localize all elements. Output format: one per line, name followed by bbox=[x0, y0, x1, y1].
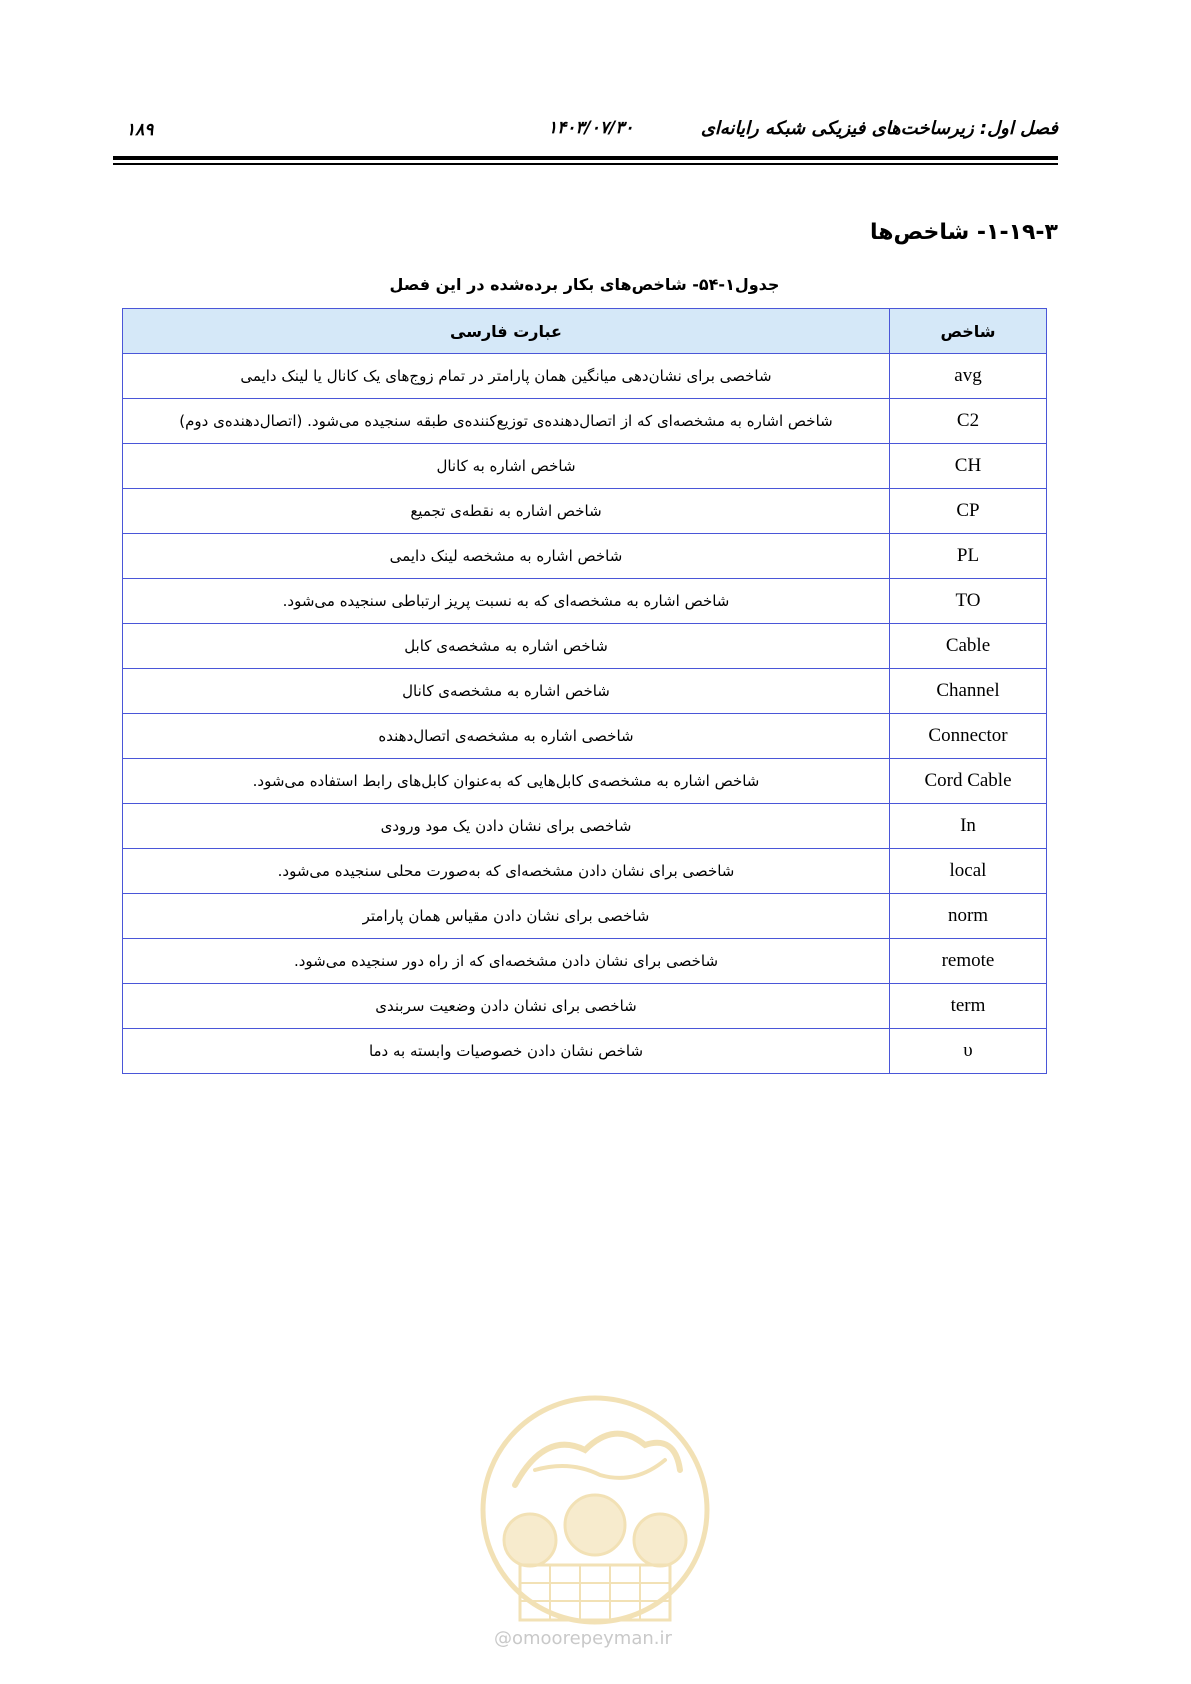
header-rule-thin bbox=[113, 163, 1058, 165]
row-code: υ bbox=[890, 1029, 1047, 1074]
page-header bbox=[118, 118, 1058, 148]
table-row bbox=[123, 534, 1047, 579]
header-date: ۱۴۰۳/۰۷/۳۰ bbox=[548, 118, 634, 138]
row-description: شاخص اشاره به مشخصه‌ای که از اتصال‌دهنده‌ی توزیع‌کننده‌ی طبقه سنجیده می‌شود. (اتصال‌دهنده‌ی دوم) bbox=[123, 399, 890, 444]
row-code: Connector bbox=[890, 714, 1047, 759]
index-table bbox=[122, 308, 1047, 1074]
row-description: شاخص اشاره به کانال bbox=[123, 444, 890, 489]
page-number: ۱۸۹ bbox=[126, 120, 154, 140]
row-code: remote bbox=[890, 939, 1047, 984]
row-code: CP bbox=[890, 489, 1047, 534]
row-code: CH bbox=[890, 444, 1047, 489]
table-caption: جدول۱-۵۴- شاخص‌های بکار برده‌شده در این فصل bbox=[389, 275, 780, 294]
table-row bbox=[123, 849, 1047, 894]
table-row bbox=[123, 714, 1047, 759]
table-row bbox=[123, 939, 1047, 984]
row-description: شاخصی برای نشان دادن وضعیت سربندی bbox=[123, 984, 890, 1029]
row-description: شاخص اشاره به مشخصه‌ی کابل bbox=[123, 624, 890, 669]
table-row bbox=[123, 444, 1047, 489]
table-row bbox=[123, 1029, 1047, 1074]
table-row bbox=[123, 579, 1047, 624]
row-code: PL bbox=[890, 534, 1047, 579]
table-header-row bbox=[123, 309, 1047, 354]
row-description: شاخص اشاره به نقطه‌ی تجمیع bbox=[123, 489, 890, 534]
row-description: شاخصی برای نشان دادن یک مود ورودی bbox=[123, 804, 890, 849]
table-row bbox=[123, 354, 1047, 399]
row-code: TO bbox=[890, 579, 1047, 624]
row-description: شاخصی برای نشان دادن مقیاس همان پارامتر bbox=[123, 894, 890, 939]
row-code: norm bbox=[890, 894, 1047, 939]
row-description: شاخصی برای نشان دادن مشخصه‌ای که به‌صورت محلی سنجیده می‌شود. bbox=[123, 849, 890, 894]
table-row bbox=[123, 624, 1047, 669]
table-row bbox=[123, 804, 1047, 849]
row-code: term bbox=[890, 984, 1047, 1029]
table-row bbox=[123, 759, 1047, 804]
watermark-logo bbox=[475, 1390, 715, 1650]
table-row bbox=[123, 894, 1047, 939]
row-description: شاخص اشاره به مشخصه‌ی کابل‌هایی که به‌عنوان کابل‌های رابط استفاده می‌شود. bbox=[123, 759, 890, 804]
table-row bbox=[123, 669, 1047, 714]
row-code: Cord Cable bbox=[890, 759, 1047, 804]
row-description: شاخصی اشاره به مشخصه‌ی اتصال‌دهنده bbox=[123, 714, 890, 759]
row-description: شاخص اشاره به مشخصه‌ای که به نسبت پریز ارتباطی سنجیده می‌شود. bbox=[123, 579, 890, 624]
row-description: شاخص اشاره به مشخصه‌ی کانال bbox=[123, 669, 890, 714]
row-code: local bbox=[890, 849, 1047, 894]
header-code: شاخص bbox=[890, 309, 1047, 354]
row-code: In bbox=[890, 804, 1047, 849]
watermark-url: @omoorepeyman.ir bbox=[494, 1628, 672, 1649]
header-description: عبارت فارسی bbox=[123, 309, 890, 354]
row-description: شاخصی برای نشان دادن مشخصه‌ای که از راه دور سنجیده می‌شود. bbox=[123, 939, 890, 984]
row-code: Channel bbox=[890, 669, 1047, 714]
row-description: شاخص اشاره به مشخصه لینک دایمی bbox=[123, 534, 890, 579]
row-description: شاخص نشان دادن خصوصیات وابسته به دما bbox=[123, 1029, 890, 1074]
table-row bbox=[123, 984, 1047, 1029]
row-description: شاخصی برای نشان‌دهی میانگین همان پارامتر در تمام زوج‌های یک کانال یا لینک دایمی bbox=[123, 354, 890, 399]
row-code: avg bbox=[890, 354, 1047, 399]
table-row bbox=[123, 489, 1047, 534]
row-code: Cable bbox=[890, 624, 1047, 669]
section-title: ۱-۱۹-۳- شاخص‌ها bbox=[869, 220, 1058, 245]
chapter-title: فصل اول: زیرساخت‌های فیزیکی شبکه رایانه‌ای bbox=[700, 118, 1058, 139]
header-rule-thick bbox=[113, 156, 1058, 160]
row-code: C2 bbox=[890, 399, 1047, 444]
table-row bbox=[123, 399, 1047, 444]
